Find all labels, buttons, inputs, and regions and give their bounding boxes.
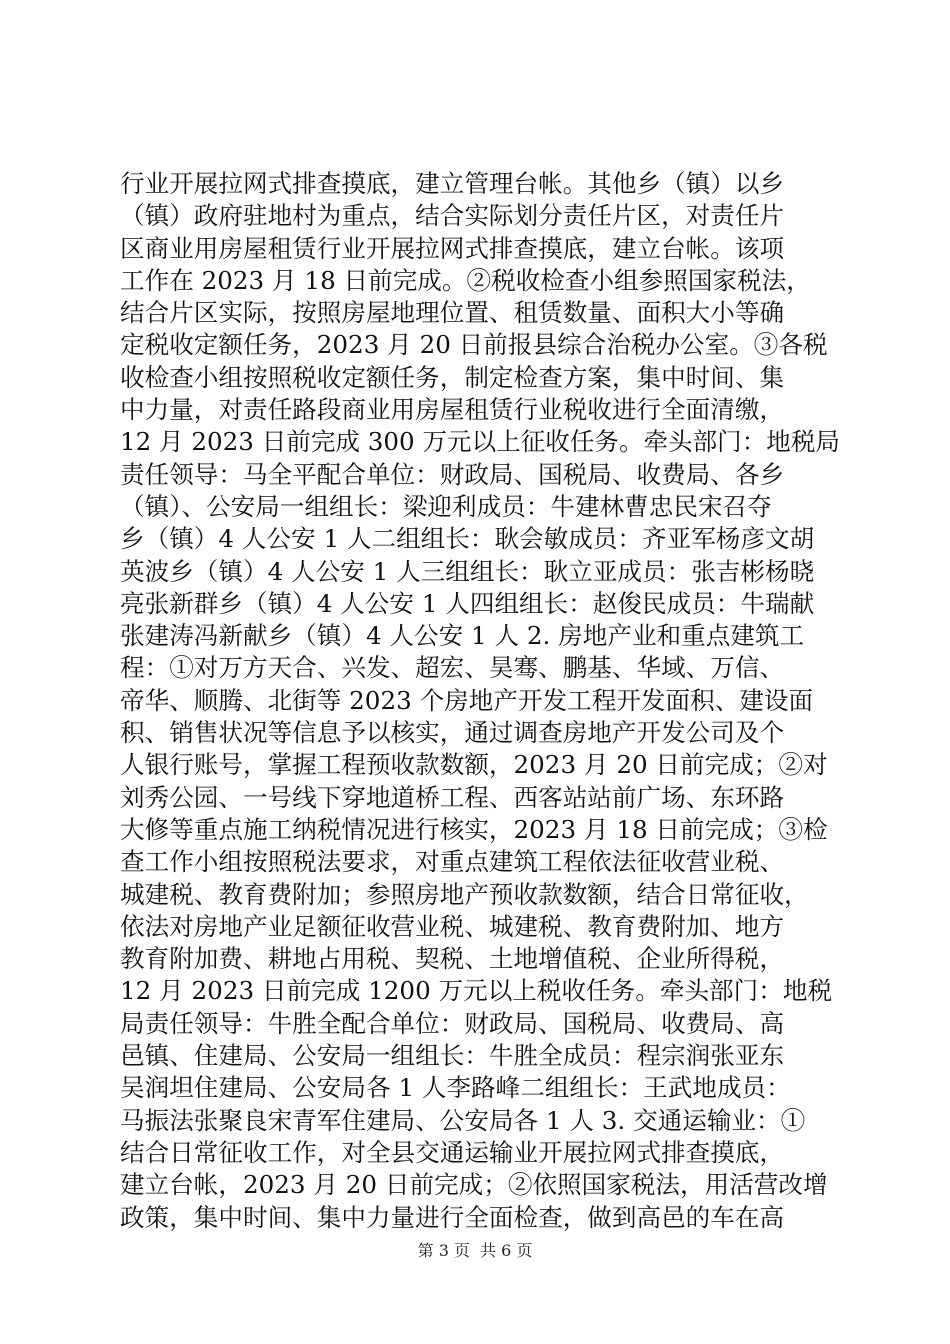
text-line: 刘秀公园、一号线下穿地道桥工程、西客站站前广场、东环路 bbox=[120, 782, 785, 812]
text-line: 政策，集中时间、集中力量进行全面检查，做到高邑的车在高 bbox=[120, 1202, 785, 1232]
text-line: 行业开展拉网式排查摸底，建立管理台帐。其他乡（镇）以乡 bbox=[120, 169, 785, 198]
text-line: 积、销售状况等信息予以核实，通过调查房地产开发公司及个 bbox=[120, 718, 785, 748]
text-line: 张建涛冯新献乡（镇）4 人公安 1 人 2. 房地产业和重点建筑工 bbox=[120, 621, 805, 651]
text-line: 大修等重点施工纳税情况进行核实，2023 月 18 日前完成；③检 bbox=[120, 814, 828, 844]
text-line: 12 月 2023 日前完成 1200 万元以上税收任务。牵头部门：地税 bbox=[120, 976, 833, 1006]
text-line: 吴润坦住建局、公安局各 1 人李路峰二组组长：王武地成员： bbox=[120, 1073, 791, 1103]
page-footer bbox=[0, 1238, 950, 1261]
text-line: 邑镇、住建局、公安局一组组长：牛胜全成员：程宗润张亚东 bbox=[120, 1041, 785, 1071]
text-line: 结合片区实际，按照房屋地理位置、租赁数量、面积大小等确 bbox=[120, 298, 785, 328]
text-line: 责任领导：马全平配合单位：财政局、国税局、收费局、各乡 bbox=[120, 459, 785, 489]
text-line: 区商业用房屋租赁行业开展拉网式排查摸底，建立台帐。该项 bbox=[120, 233, 785, 263]
page-total: 共 6 页 bbox=[480, 1241, 533, 1260]
text-line: 教育附加费、耕地占用税、契税、土地增值税、企业所得税， bbox=[120, 944, 785, 974]
text-line: 乡（镇）4 人公安 1 人二组组长：耿会敏成员：齐亚军杨彦文胡 bbox=[120, 524, 815, 554]
document-body bbox=[120, 168, 840, 1234]
text-line: 中力量，对责任路段商业用房屋租赁行业税收进行全面清缴， bbox=[120, 395, 785, 425]
text-line: 帝华、顺腾、北街等 2023 个房地产开发工程开发面积、建设面 bbox=[120, 685, 814, 715]
text-line: 工作在 2023 月 18 日前完成。②税收检查小组参照国家税法， bbox=[120, 265, 811, 295]
text-line: （镇）、公安局一组组长：梁迎利成员：牛建林曹忠民宋召夺 bbox=[120, 491, 772, 521]
text-line: 亮张新群乡（镇）4 人公安 1 人四组组长：赵俊民成员：牛瑞献 bbox=[120, 588, 815, 618]
text-line: 定税收定额任务，2023 月 20 日前报县综合治税办公室。③各税 bbox=[120, 330, 828, 360]
text-line: 查工作小组按照税法要求，对重点建筑工程依法征收营业税、 bbox=[120, 847, 785, 877]
text-line: 建立台帐，2023 月 20 日前完成；②依照国家税法，用活营改增 bbox=[120, 1170, 828, 1200]
text-line: 12 月 2023 日前完成 300 万元以上征收任务。牵头部门：地税局 bbox=[120, 427, 840, 457]
text-line: 马振法张聚良宋青军住建局、公安局各 1 人 3. 交通运输业：① bbox=[120, 1105, 806, 1135]
text-line: 结合日常征收工作，对全县交通运输业开展拉网式排查摸底， bbox=[120, 1137, 785, 1167]
page-number: 第 3 页 bbox=[417, 1241, 470, 1260]
text-line: 人银行账号，掌握工程预收款数额，2023 月 20 日前完成；②对 bbox=[120, 750, 828, 780]
text-line: 城建税、教育费附加；参照房地产预收款数额，结合日常征收， bbox=[120, 879, 809, 909]
text-line: 英波乡（镇）4 人公安 1 人三组组长：耿立亚成员：张吉彬杨晓 bbox=[120, 556, 815, 586]
text-line: 收检查小组按照税收定额任务，制定检查方案，集中时间、集 bbox=[120, 362, 785, 392]
text-line: 局责任领导：牛胜全配合单位：财政局、国税局、收费局、高 bbox=[120, 1008, 785, 1038]
text-line: （镇）政府驻地村为重点，结合实际划分责任片区，对责任片 bbox=[120, 201, 785, 231]
text-line: 依法对房地产业足额征收营业税、城建税、教育费附加、地方 bbox=[120, 911, 785, 941]
text-line: 程：①对万方天合、兴发、超宏、昊骞、鹏基、华域、万信、 bbox=[120, 653, 785, 683]
